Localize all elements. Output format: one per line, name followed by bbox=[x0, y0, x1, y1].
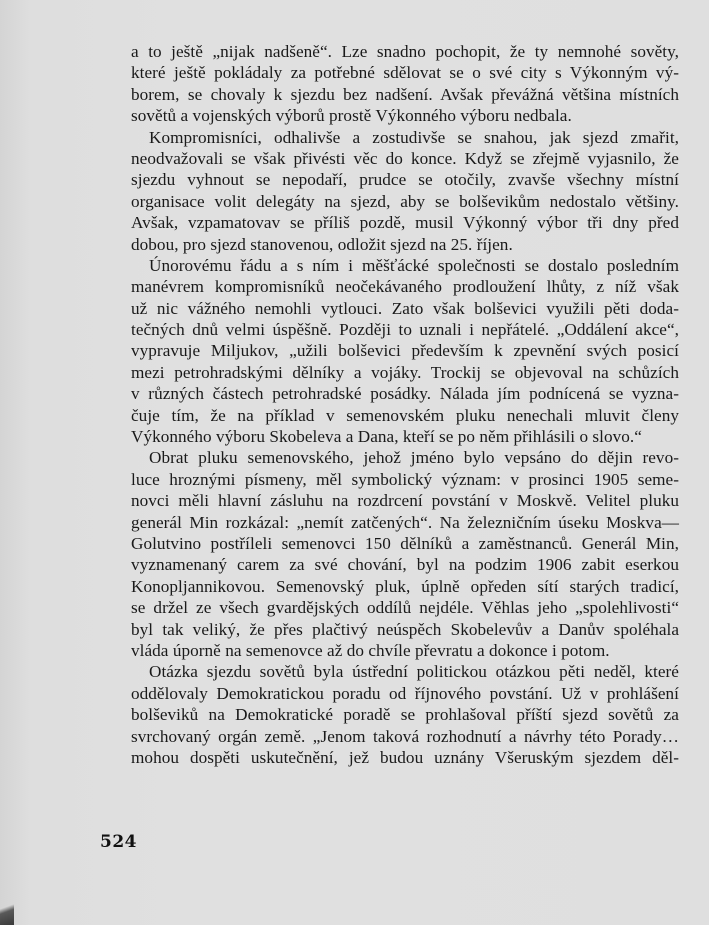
text-line: už nic vážného nemohli vytlouci. Zato však bolševici využili pěti doda- bbox=[131, 298, 679, 318]
text-line: Výkonného výboru Skobeleva a Dana, kteří se po něm přihlásili o slovo.“ bbox=[131, 427, 642, 447]
text-line: které ještě pokládaly za potřebné sdělovat se o své city s Výkonným vý- bbox=[131, 63, 679, 83]
text-line: manévrem kompromisníků neočekávaného prodloužení lhůty, z níž však bbox=[131, 277, 679, 297]
text-line: luce hroznými písmeny, měl symbolický význam: v prosinci 1905 seme- bbox=[131, 469, 679, 489]
body-text bbox=[131, 41, 679, 768]
text-line: neodvažovali se však přivésti věc do konce. Když se zřejmě vyjasnilo, že bbox=[131, 148, 679, 168]
text-line: Kompromisníci, odhalivše a zostudivše se snahou, jak sjezd zmařit, bbox=[149, 127, 679, 147]
text-line: vyznamenaný carem za své chování, byl na podzim 1906 zabit eserkou bbox=[131, 555, 679, 575]
text-line: sovětů a vojenských výborů prostě Výkonného výboru nedbala. bbox=[131, 106, 572, 126]
text-line: bolševiků na Demokratické poradě se prohlašoval příští sjezd sovětů za bbox=[131, 705, 679, 725]
text-line: se držel ze všech gvardějských oddílů nejdéle. Věhlas jeho „spolehlivosti“ bbox=[131, 598, 679, 618]
text-line: byl tak veliký, že přes plačtivý neúspěch Skobelevův a Danův spoléhala bbox=[131, 619, 679, 639]
text-line: oddělovaly Demokratickou poradu od říjnového povstání. Už v prohlášení bbox=[131, 683, 679, 703]
text-line: mohou dospěti uskutečnění, jež budou uznány Všeruským sjezdem děl- bbox=[131, 747, 679, 767]
text-line: Únorovému řádu a s ním i měšťácké společnosti se dostalo posledním bbox=[149, 255, 679, 275]
book-edge-shadow bbox=[0, 895, 14, 925]
text-line: mezi petrohradskými dělníky a vojáky. Trockij se objevoval na schůzích bbox=[131, 362, 679, 382]
text-line: tečných dnů velmi úspěšně. Později to uznali i nepřátelé. „Oddálení akce“, bbox=[131, 320, 679, 340]
text-line: Avšak, vzpamatovav se příliš pozdě, musil Výkonný výbor tři dny před bbox=[131, 213, 679, 233]
text-line: Konopljannikovou. Semenovský pluk, úplně opředen sítí starých tradicí, bbox=[131, 576, 679, 596]
text-line: borem, se chovaly k sjezdu bez nadšení. Avšak převážná většina místních bbox=[131, 84, 679, 104]
text-line: generál Min rozkázal: „nemít zatčených“. Na železničním úseku Moskva— bbox=[131, 512, 679, 532]
text-line: čuje tím, že na příklad v semenovském pluku nenechali mluvit členy bbox=[131, 405, 679, 425]
text-line: svrchovaný orgán země. „Jenom taková rozhodnutí a návrhy této Porady… bbox=[131, 726, 679, 746]
text-line: vypravuje Miljukov, „užili bolševici především k zpevnění svých posicí bbox=[131, 341, 679, 361]
text-line: novci měli hlavní zásluhu na rozdrcení povstání v Moskvě. Velitel pluku bbox=[131, 491, 679, 511]
text-line: vláda úporně na semenovce až do chvíle převratu a dokonce i potom. bbox=[131, 640, 610, 660]
text-line: v různých částech petrohradské posádky. Nálada jím podnícená se vyzna- bbox=[131, 384, 679, 404]
text-line: dobou, pro sjezd stanovenou, odložit sjezd na 25. říjen. bbox=[131, 234, 513, 254]
text-line: Otázka sjezdu sovětů byla ústřední politickou otázkou pěti neděl, které bbox=[149, 662, 679, 682]
text-line: organisace volit delegáty na sjezd, aby se bolševikům nedostalo většiny. bbox=[131, 191, 679, 211]
text-line: Obrat pluku semenovského, jehož jméno bylo vepsáno do dějin revo- bbox=[149, 448, 679, 468]
text-line: Golutvino postříleli semenovci 150 dělníků a zaměstnanců. Generál Min, bbox=[131, 533, 679, 553]
text-line: a to ještě „nijak nadšeně“. Lze snadno pochopit, že ty nemnohé sověty, bbox=[131, 42, 679, 61]
page-number: 524 bbox=[100, 832, 137, 852]
text-line: sjezdu vyhnout se nepodaří, prudce se otočily, zvavše všechny místní bbox=[131, 170, 679, 190]
